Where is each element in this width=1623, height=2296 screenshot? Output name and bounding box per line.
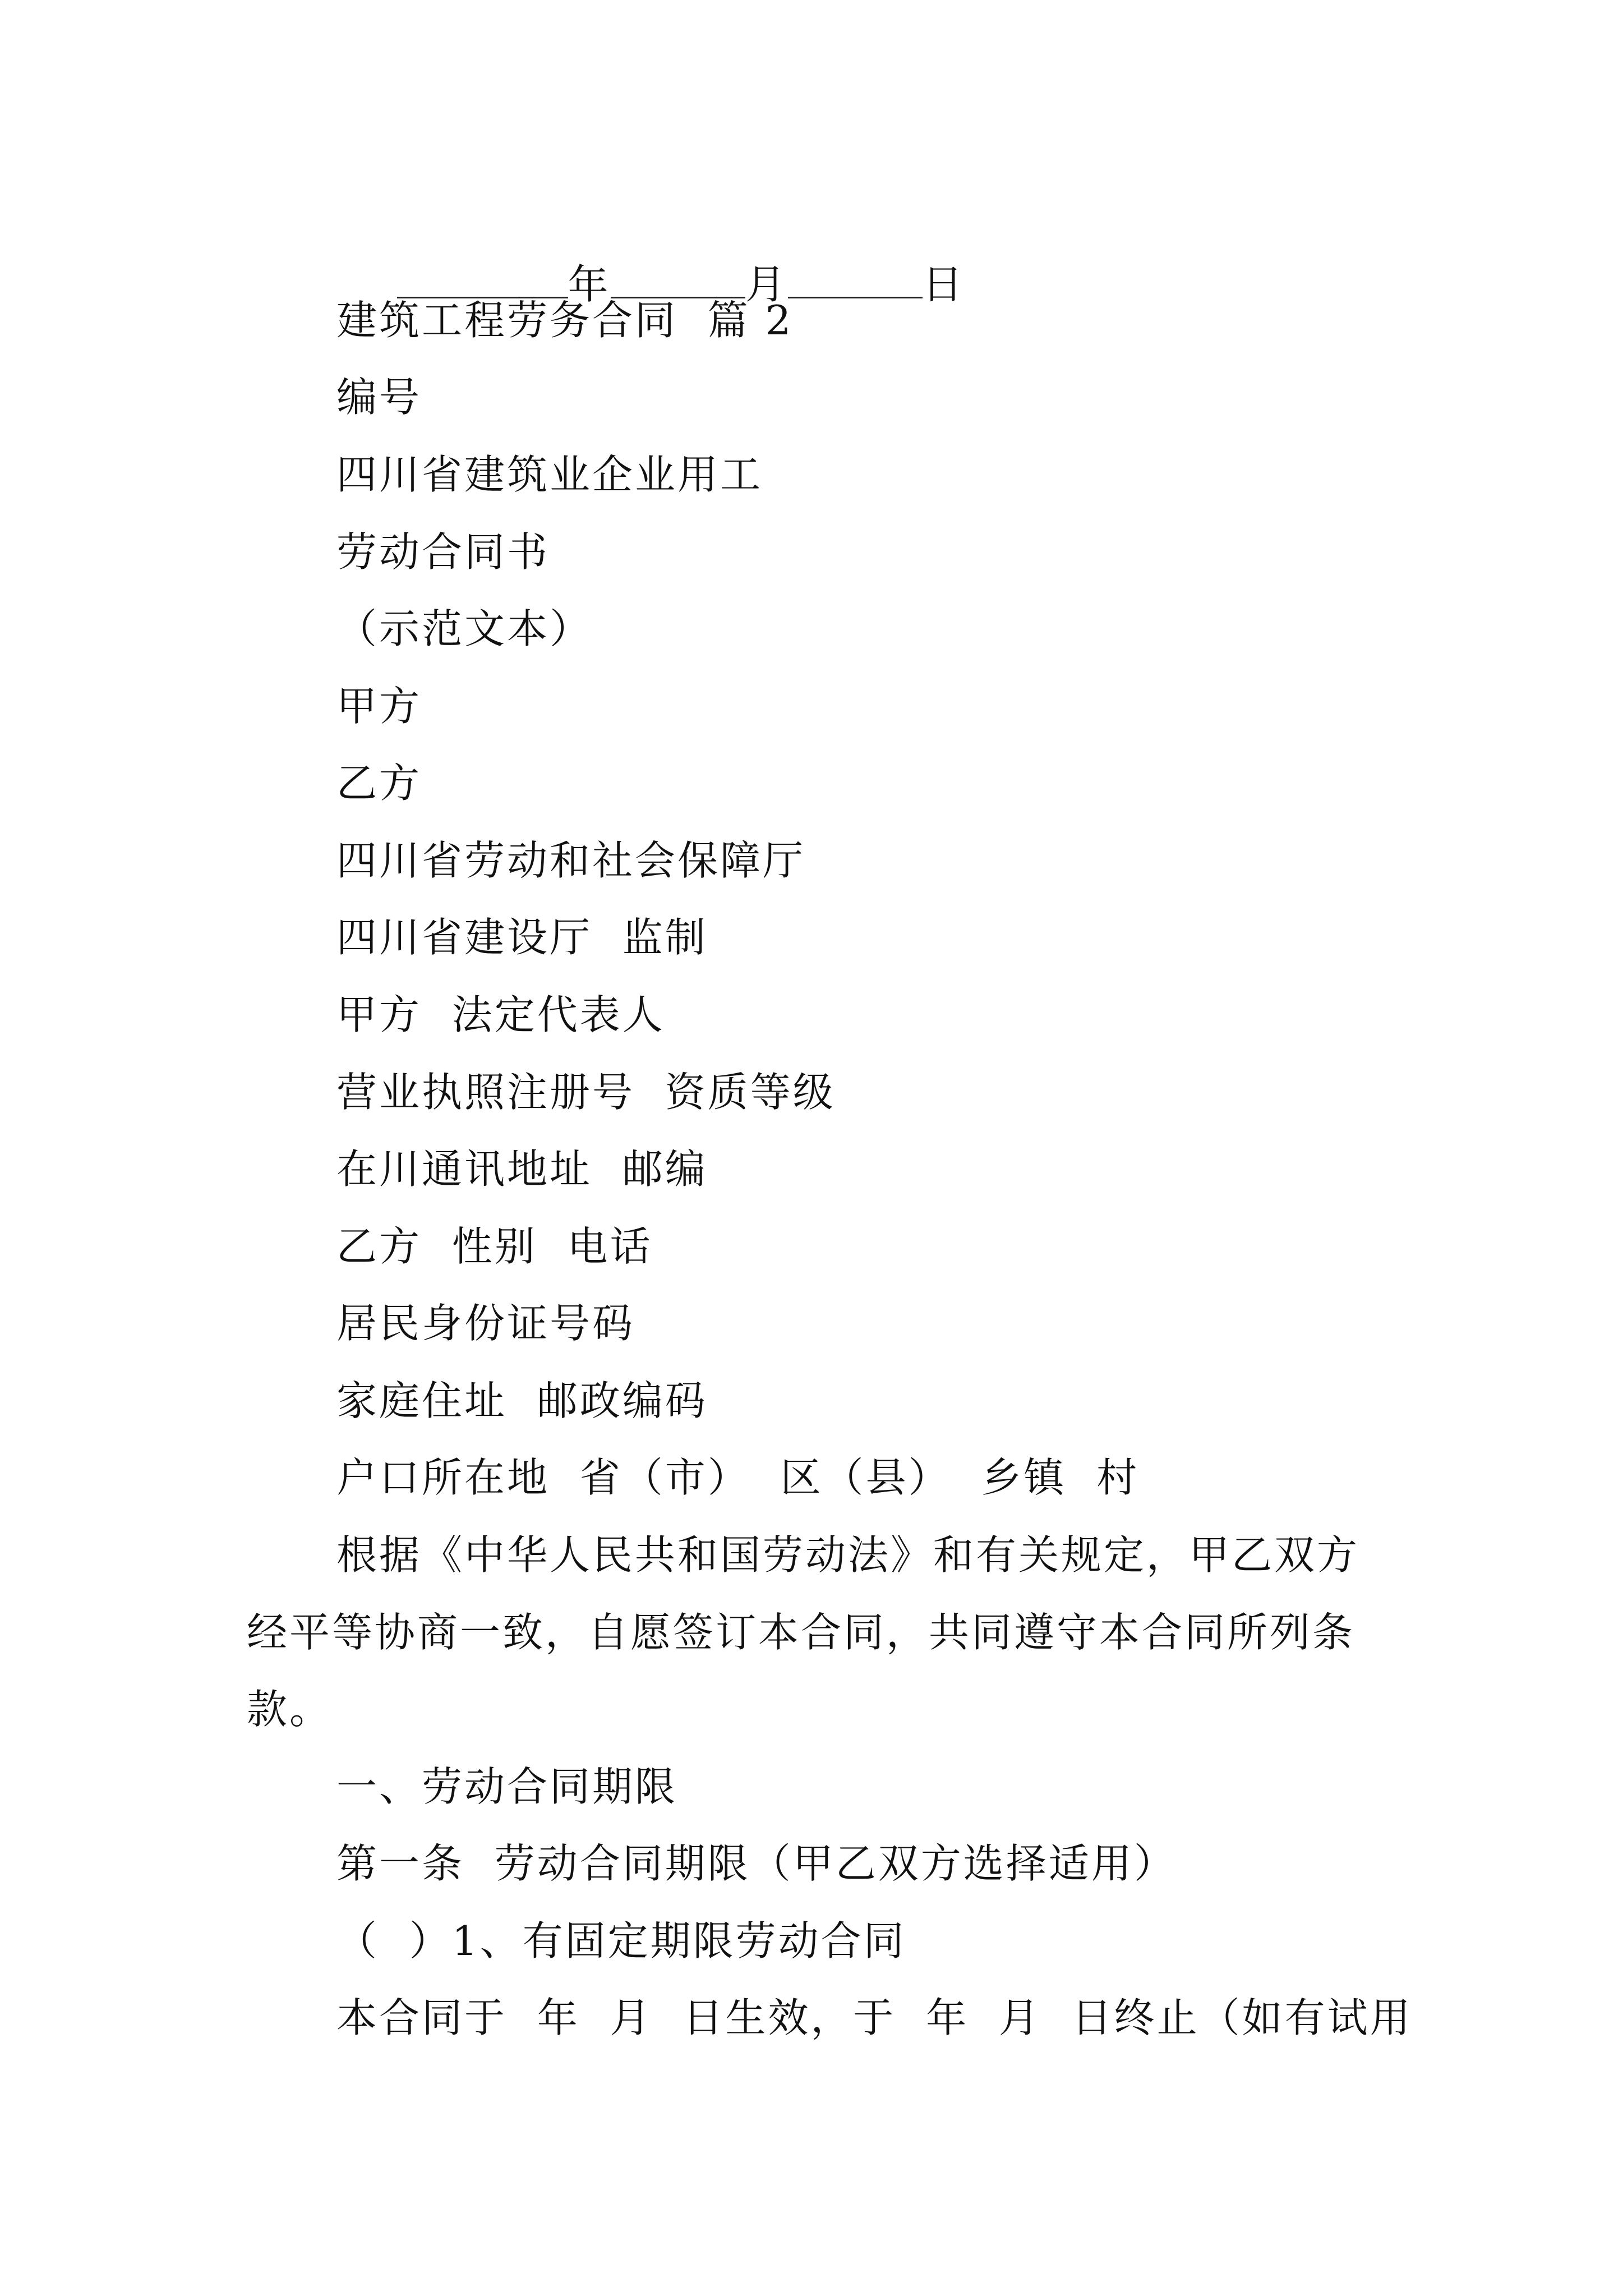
option-fixed-term: （ ）1、有固定期限劳动合同 [336, 1917, 906, 1964]
document-number-label: 编号 [336, 374, 422, 421]
day-blank[interactable] [788, 263, 923, 298]
issuer-line-1: 四川省劳动和社会保障厅 [336, 837, 806, 884]
section-one-heading: 一、劳动合同期限 [336, 1763, 678, 1810]
month-blank[interactable] [611, 263, 745, 298]
title-line-2: 劳动合同书 [336, 528, 550, 576]
title-line-3: （示范文本） [336, 605, 593, 652]
party-b-info-line: 乙方 性别 电话 [336, 1223, 653, 1270]
year-blank[interactable] [397, 263, 568, 298]
home-address-line: 家庭住址 邮政编码 [336, 1377, 708, 1424]
issuer-line-2: 四川省建设厅 监制 [336, 914, 708, 961]
party-a-representative: 甲方 法定代表人 [336, 991, 665, 1038]
paragraph-line-3: 款。 [247, 1686, 333, 1733]
business-license-line: 营业执照注册号 资质等级 [336, 1069, 836, 1116]
article-one-heading: 第一条 劳动合同期限（甲乙双方选择适用） [336, 1840, 1177, 1887]
title-line-1: 四川省建筑业企业用工 [336, 451, 763, 498]
paragraph-line-2: 经平等协商一致，自愿签订本合同，共同遵守本合同所列条 [247, 1609, 1355, 1656]
hukou-line: 户口所在地 省（市） 区（县） 乡镇 村 [336, 1454, 1140, 1501]
address-line: 在川通讯地址 邮编 [336, 1145, 708, 1193]
contract-term-line: 本合同于 年 月 日生效，于 年 月 日终止（如有试用 [336, 1994, 1413, 2041]
year-label: 年 [568, 261, 611, 308]
day-label: 日 [922, 261, 965, 308]
month-label: 月 [745, 261, 788, 308]
section-title: 建筑工程劳务合同 篇 2 [336, 297, 794, 344]
party-b-label: 乙方 [336, 760, 422, 807]
party-a-label: 甲方 [336, 683, 422, 730]
id-number-line: 居民身份证号码 [336, 1300, 635, 1347]
paragraph-line-1: 根据《中华人民共和国劳动法》和有关规定，甲乙双方 [336, 1531, 1360, 1579]
